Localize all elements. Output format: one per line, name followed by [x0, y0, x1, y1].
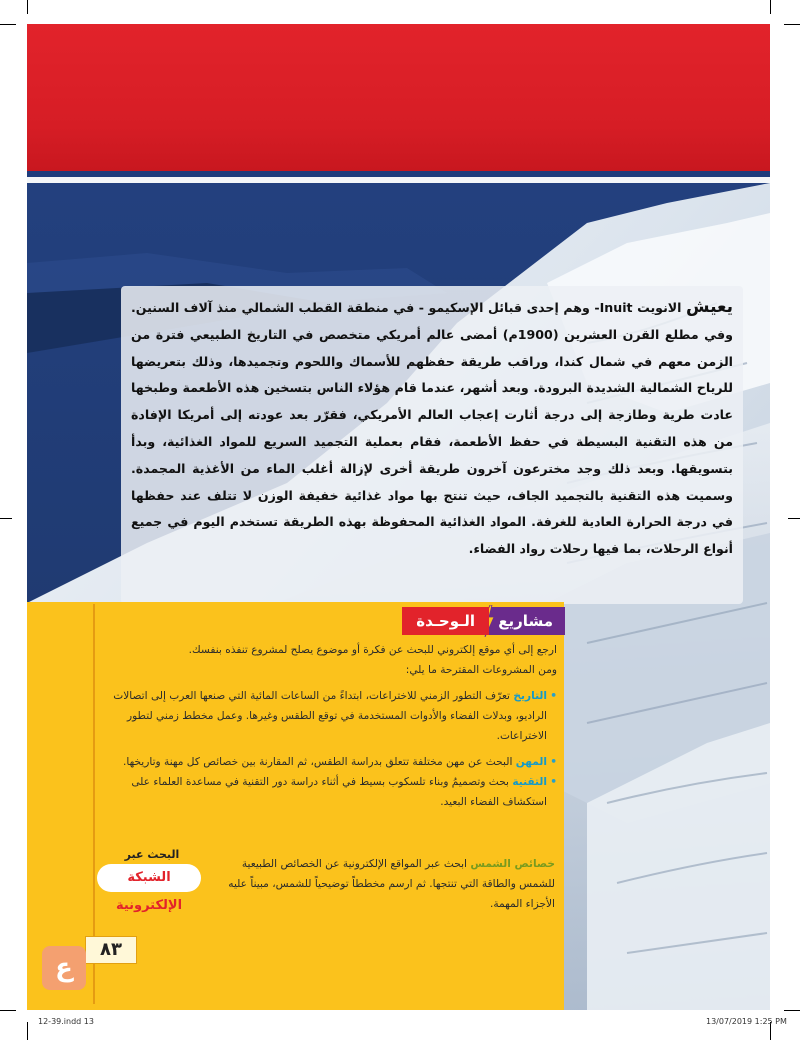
project-text: بحث وتصميمُ وبناء تلسكوب بسيط في أثناء دراسة دور التقنية في مساعدة العلماء على استكشاف الفضاء البعيد. — [131, 776, 547, 808]
projects-intro-2: ومن المشروعات المقترحة ما يلي: — [405, 664, 557, 676]
sun-body: ابحث عبر المواقع الإلكترونية عن الخصائص الطبيعية للشمس والطاقة التي تنتجها. ثم ارسم مخططاً توضيحياً للشمس، مبيناً عليه الأجزاء المهمة. — [228, 858, 555, 910]
web-search-badge — [97, 848, 201, 913]
project-keyword: المهن — [515, 756, 547, 768]
projects-intro: ارجع إلى أي موقع إلكتروني للبحث عن فكرة أو موضوع يصلح لمشروع تنفذه بنفسك. — [188, 644, 557, 656]
footer-file-name: 12-39.indd 13 — [38, 1017, 94, 1026]
crop-mark — [784, 1010, 800, 1011]
crop-mark — [770, 0, 771, 14]
project-text: تعرّف التطور الزمني للاختراعات، ابتداءً من الساعات المائية التي صنعها العرب إلى اتصالات الراديو، وبدلات الفضاء والأدوات المستخدمة في توقع الطقس وغيرها. وعمل مخطط زمني لتطور الاختراعات. — [113, 690, 547, 742]
header-band — [27, 24, 770, 171]
crop-mark — [788, 518, 800, 519]
project-item-history — [105, 686, 557, 746]
article-body: الانويت Inuit- وهم إحدى قبائل الإسكيمو - في منطقة القطب الشمالي منذ آلاف السنين. وفي مطلع القرن العشرين (1900م) أمضى عالم أمريكي متخصص في التاريخ الطبيعي فترة من الزمن معهم في شمال كندا، وراقب طريقة حفظهم للأسماك واللحوم وتجميدها، وذلك بتعريضها للرياح الشمالية الشديدة البرودة. وبعد أشهر، عندما قام هؤلاء الناس بتسخين هذه الأطعمة وطبخها عادت طرية وطازجة إلى درجة أثارت إعجاب العالم الأمريكي، فقرّر بعد عودته إلى أمريكا الإفادة من هذه التقنية البسيطة في حفظ الأطعمة، فقام بعملية التجميد السريع للمواد الغذائية، وبدأ بتسويقها. وبعد ذلك وجد مخترعون آخرون طريقة أخرى لإزالة أغلب الماء من الأغذية المجمدة. وسميت هذه التقنية بالتجميد الجاف، حيث تنتج بها مواد غذائية خفيفة الوزن لا تتلف عند حفظها في درجة الحرارة العادية للغرفة. المواد الغذائية المحفوظة بهذه الطريقة تستخدم اليوم في جميع أنواع الرحلات، بما فيها رحلات رواد الفضاء. — [131, 300, 734, 557]
projects-content — [105, 640, 557, 812]
bullet-icon: • — [550, 690, 557, 702]
bullet-icon: • — [550, 756, 557, 768]
crop-mark — [784, 24, 800, 25]
tab-unit-label: الـوحـدة — [402, 607, 489, 635]
project-keyword: التاريخ — [513, 690, 547, 702]
crop-mark — [27, 0, 28, 14]
web-search-small-label: البحث عبر — [124, 848, 180, 861]
crop-mark — [0, 518, 12, 519]
bullet-icon: • — [550, 776, 557, 788]
sun-keyword: خصائص الشمس — [470, 858, 555, 870]
tab-projects-label: مشاريع — [486, 607, 565, 635]
sun-research-text — [205, 854, 555, 914]
crop-mark — [0, 24, 16, 25]
textbook-page — [27, 24, 770, 1010]
project-item-careers — [105, 752, 557, 772]
publisher-logo — [42, 946, 86, 990]
footer-timestamp: 13/07/2019 1:25 PM — [706, 1017, 787, 1026]
page-number: ٨٣ — [85, 936, 137, 964]
project-text: البحث عن مهن مختلفة تتعلق بدراسة الطقس، ثم المقارنة بين خصائص كل مهنة وتاريخها. — [122, 756, 516, 768]
web-search-big-label: الشبكة الإلكترونية — [97, 864, 201, 892]
article-lead-word: يعيش — [686, 297, 733, 317]
unit-projects-header — [357, 607, 565, 635]
crop-mark — [27, 1022, 28, 1040]
project-keyword: التقنية — [512, 776, 547, 788]
logo-glyph: ع — [55, 953, 73, 983]
crop-mark — [0, 1010, 16, 1011]
article-paragraph — [131, 294, 733, 563]
project-item-technology — [105, 772, 557, 812]
